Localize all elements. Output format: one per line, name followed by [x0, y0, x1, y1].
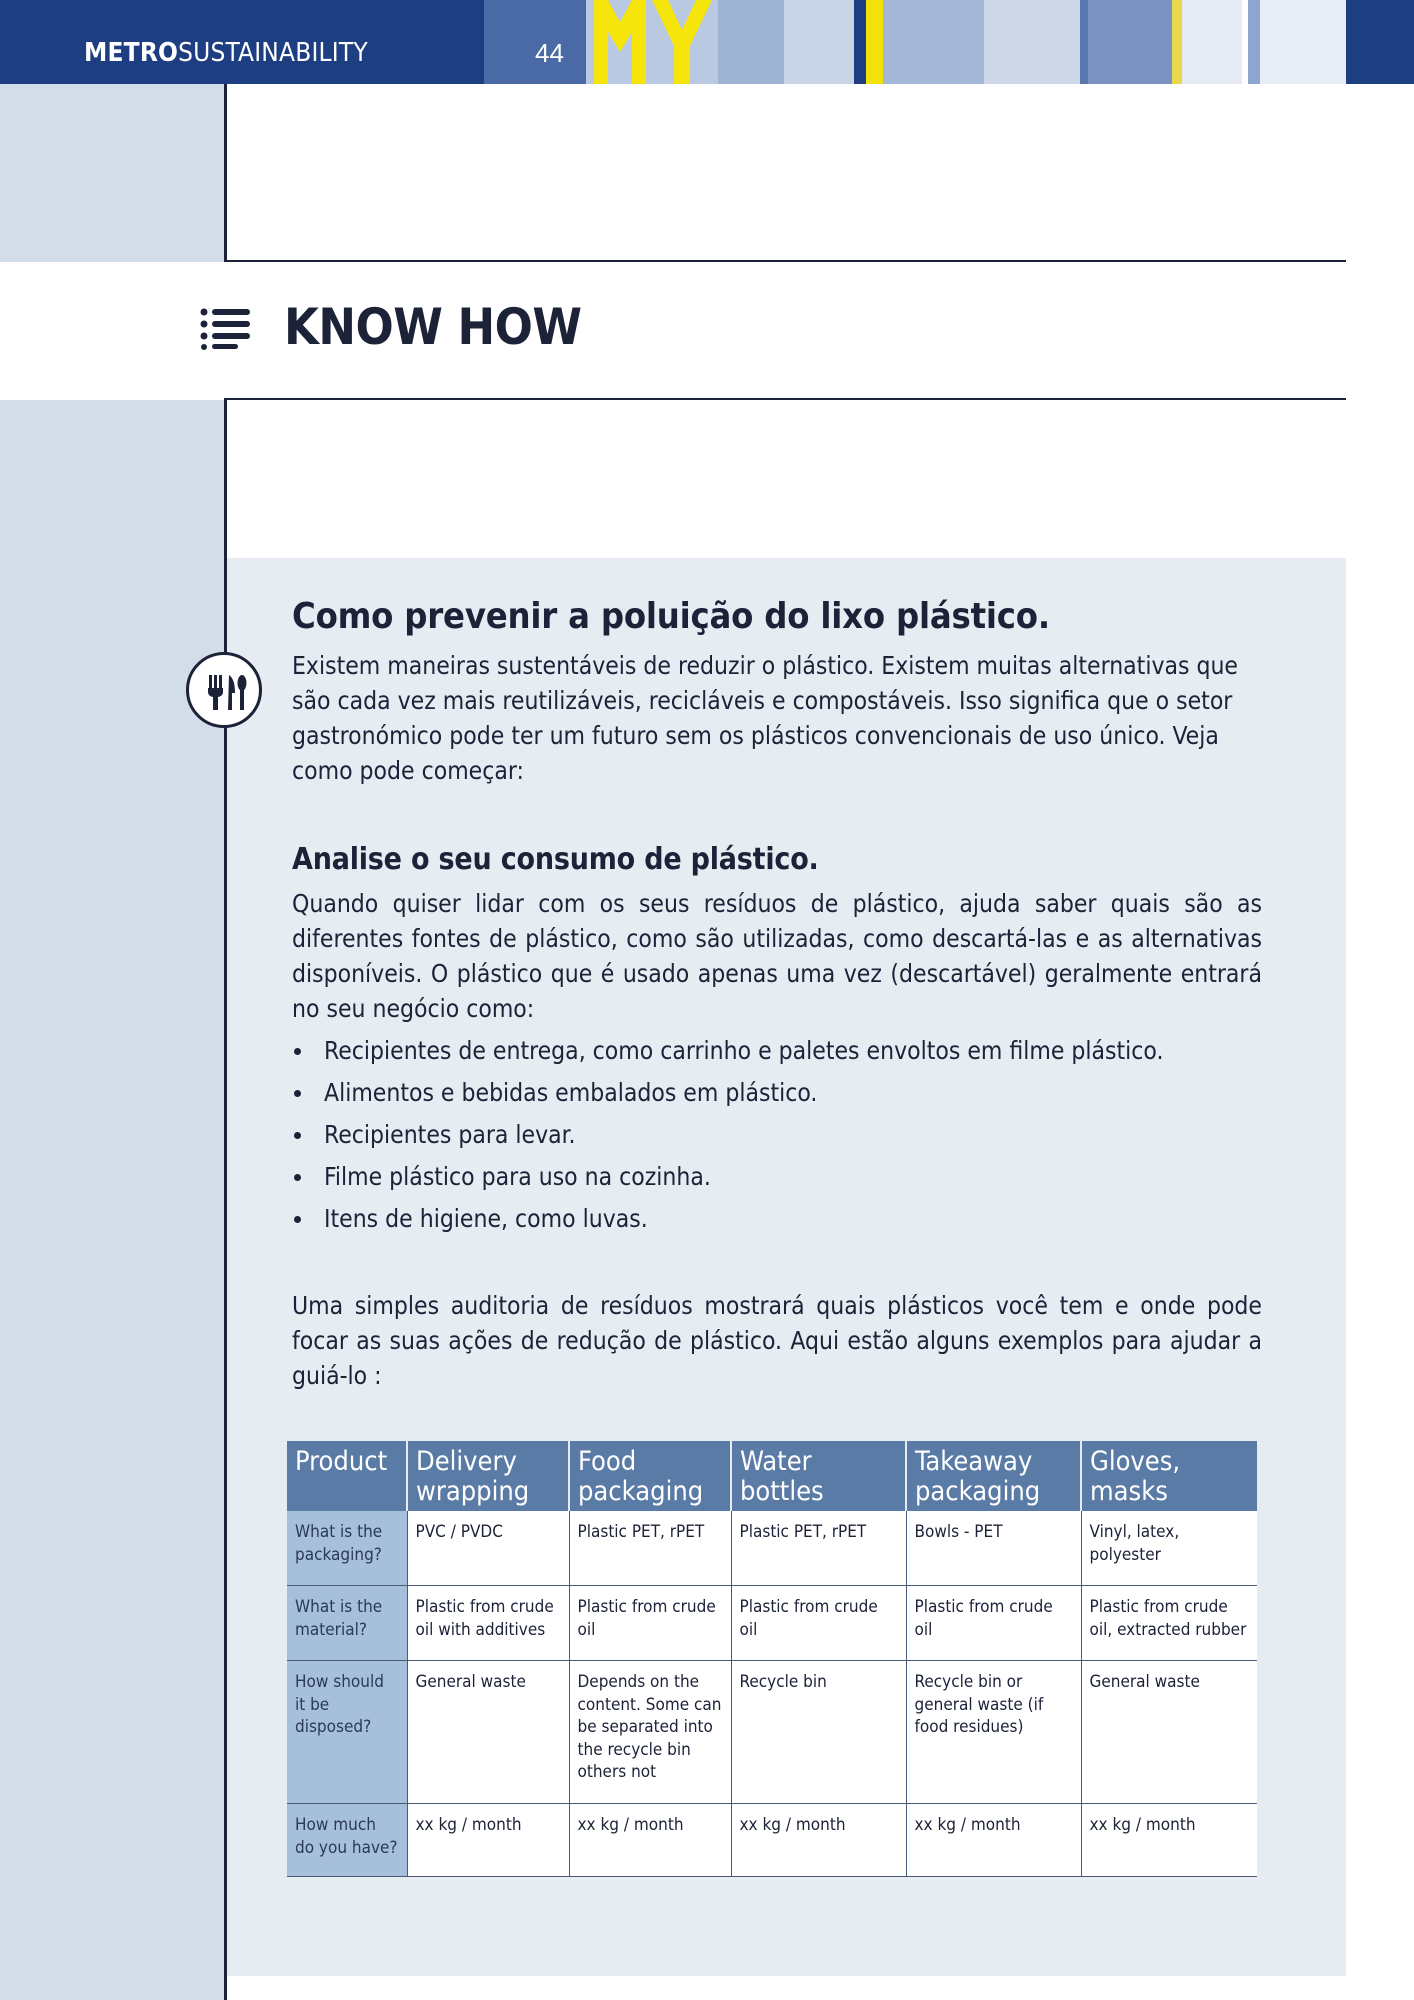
- table-row: [287, 1804, 1257, 1877]
- column-header: Gloves, masks: [1081, 1441, 1257, 1511]
- table-cell: Plastic PET, rPET: [731, 1511, 906, 1586]
- column-header: Food packaging: [569, 1441, 731, 1511]
- table-cell: General waste: [1081, 1661, 1257, 1804]
- row-header: How much do you have?: [287, 1804, 407, 1877]
- table-cell: Plastic PET, rPET: [569, 1511, 731, 1586]
- table-cell: xx kg / month: [407, 1804, 569, 1877]
- table-header-row: [287, 1441, 1257, 1511]
- header-stripe: [854, 0, 866, 84]
- column-header: Water bottles: [731, 1441, 906, 1511]
- audit-paragraph: Uma simples auditoria de resíduos mostrará quais plásticos você tem e onde pode focar as suas ações de redução de plástico. Aqui estão alguns exemplos para ajudar a guiá-lo :: [292, 1291, 1262, 1390]
- table-cell: Recycle bin or general waste (if food residues): [906, 1661, 1081, 1804]
- row-header: What is the material?: [287, 1586, 407, 1661]
- table-cell: General waste: [407, 1661, 569, 1804]
- header-stripe: [1248, 0, 1260, 84]
- list-icon: [200, 306, 250, 350]
- plastic-audit-table: [287, 1441, 1257, 1877]
- table-cell: Plastic from crude oil, extracted rubber: [1081, 1586, 1257, 1661]
- side-block-main: [0, 400, 224, 2000]
- header-stripe: [1172, 0, 1182, 84]
- horizontal-rule: [224, 398, 1346, 400]
- table-cell: xx kg / month: [731, 1804, 906, 1877]
- table-cell: Vinyl, latex, polyester: [1081, 1511, 1257, 1586]
- horizontal-rule: [224, 260, 1346, 262]
- side-block-top: [0, 84, 224, 262]
- header-stripe: [1260, 0, 1346, 84]
- table-cell: Recycle bin: [731, 1661, 906, 1804]
- header-stripe: [984, 0, 1080, 84]
- intro-paragraph: Existem maneiras sustentáveis de reduzir o plástico. Existem muitas alternativas que são cada vez mais reutilizáveis, recicláveis e compostáveis. Isso significa que o setor gastronómico pode ter um futuro sem os plásticos convencionais de uso único. Veja como pode começar:: [292, 651, 1239, 785]
- brand-sustainability: SUSTAINABILITY: [178, 38, 368, 68]
- brand-wordmark: [84, 38, 368, 68]
- my-logo: [586, 0, 718, 84]
- brand-metro: METRO: [84, 38, 179, 68]
- plastic-sources-list: [292, 1030, 1272, 1240]
- table-cell: Bowls - PET: [906, 1511, 1081, 1586]
- table-row: [287, 1661, 1257, 1804]
- table-cell: Depends on the content. Some can be separated into the recycle bin others not: [569, 1661, 731, 1804]
- row-header: What is the packaging?: [287, 1511, 407, 1586]
- list-item: Recipientes para levar.: [292, 1114, 1272, 1156]
- table-cell: Plastic from crude oil: [731, 1586, 906, 1661]
- list-item: Itens de higiene, como luvas.: [292, 1198, 1272, 1240]
- header-stripe: [784, 0, 854, 84]
- header-stripe: [1182, 0, 1242, 84]
- table-cell: xx kg / month: [569, 1804, 731, 1877]
- heading-analyse-consumption: Analise o seu consumo de plástico.: [292, 842, 819, 877]
- table-row: [287, 1511, 1257, 1586]
- table-row: [287, 1586, 1257, 1661]
- table-cell: Plastic from crude oil with additives: [407, 1586, 569, 1661]
- section-title: KNOW HOW: [284, 298, 582, 356]
- table-cell: Plastic from crude oil: [906, 1586, 1081, 1661]
- list-item: Alimentos e bebidas embalados em plástico.: [292, 1072, 1272, 1114]
- table-cell: xx kg / month: [1081, 1804, 1257, 1877]
- table-cell: xx kg / month: [906, 1804, 1081, 1877]
- column-header: Product: [287, 1441, 407, 1511]
- header-stripe: [718, 0, 784, 84]
- header-stripe: [1080, 0, 1088, 84]
- page-number: 44: [535, 38, 564, 68]
- vertical-rule-top: [224, 84, 227, 262]
- list-item: Filme plástico para uso na cozinha.: [292, 1156, 1272, 1198]
- row-header: How should it be disposed?: [287, 1661, 407, 1804]
- column-header: Delivery wrapping: [407, 1441, 569, 1511]
- header-stripe: [883, 0, 984, 84]
- heading-prevent-pollution: Como prevenir a poluição do lixo plástico.: [292, 596, 1050, 637]
- page-header: [0, 0, 1414, 84]
- column-header: Takeaway packaging: [906, 1441, 1081, 1511]
- header-stripe: [1346, 0, 1414, 84]
- cutlery-icon: [186, 652, 262, 728]
- table-cell: PVC / PVDC: [407, 1511, 569, 1586]
- consumption-paragraph: Quando quiser lidar com os seus resíduos de plástico, ajuda saber quais são as diferentes fontes de plástico, como são utilizadas, como descartá-las e as alternativas disponíveis. O plástico que é usado apenas uma vez (descartável) geralmente entrará no seu negócio como:: [292, 889, 1262, 1023]
- table-cell: Plastic from crude oil: [569, 1586, 731, 1661]
- list-item: Recipientes de entrega, como carrinho e paletes envoltos em filme plástico.: [292, 1030, 1272, 1072]
- header-stripe: [866, 0, 883, 84]
- header-stripe: [1088, 0, 1172, 84]
